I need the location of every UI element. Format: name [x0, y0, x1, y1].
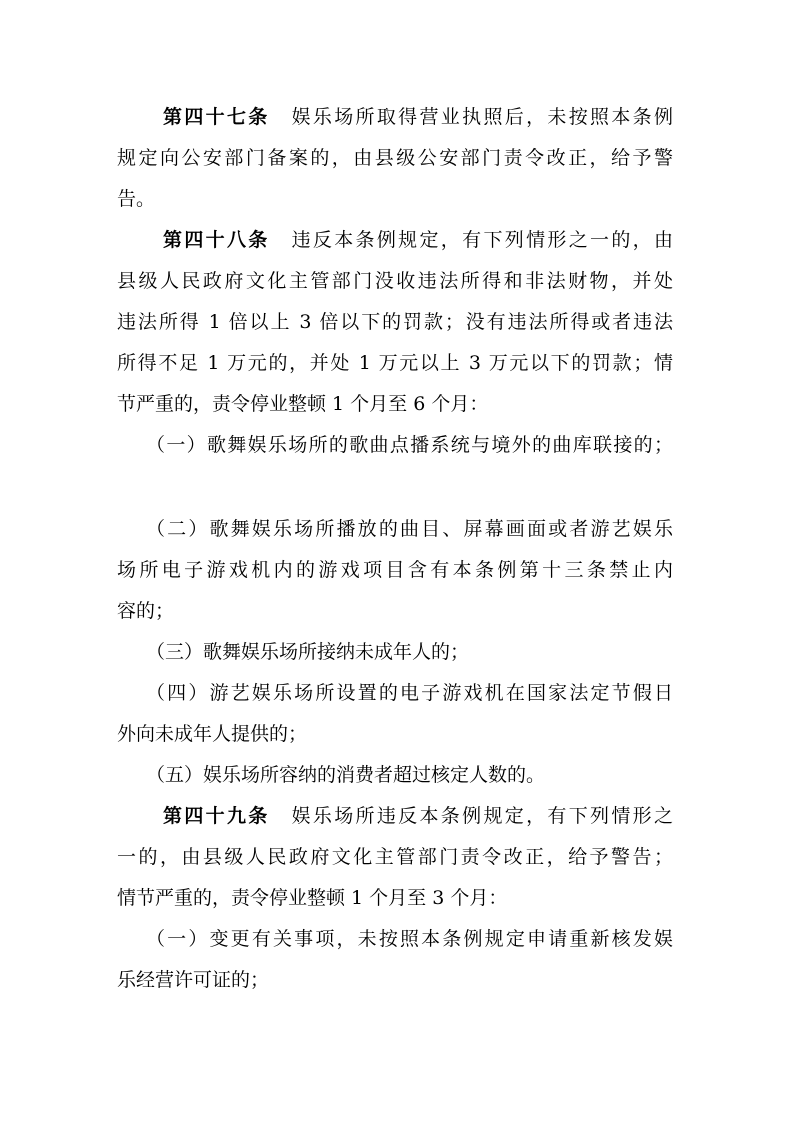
paragraph-line: 违反本条例规定，有下列情形之一的，由 [291, 229, 673, 251]
list-item [0, 637, 793, 667]
paragraph-line-row [0, 348, 793, 378]
paragraph-line: 娱乐场所违反本条例规定，有下列情形之 [291, 805, 673, 827]
list-item [0, 924, 793, 954]
list-item-line: 场所电子游戏机内的游戏项目含有本条例第十三条禁止内 [117, 559, 673, 581]
list-item-line: （五）娱乐场所容纳的消费者超过核定人数的。 [146, 764, 546, 786]
list-item-line: 容的； [117, 600, 175, 622]
list-item-line: （一）变更有关事项，未按照本条例规定申请重新核发娱 [146, 928, 673, 950]
article-label: 第四十八条 [163, 229, 270, 251]
list-item-continuation [0, 965, 793, 995]
article-48 [0, 225, 793, 255]
list-item [0, 430, 793, 460]
paragraph-line: 违法所得 1 倍以上 3 倍以下的罚款；没有违法所得或者违法 [117, 311, 673, 333]
paragraph-line-row [0, 184, 793, 214]
paragraph-line-row [0, 266, 793, 296]
paragraph-line: 县级人民政府文化主管部门没收违法所得和非法财物，并处 [117, 270, 673, 292]
list-item-continuation [0, 719, 793, 749]
paragraph-line: 情节严重的，责令停业整顿 1 个月至 3 个月： [117, 887, 508, 909]
paragraph-line: 所得不足 1 万元的，并处 1 万元以上 3 万元以下的罚款；情 [117, 352, 673, 374]
paragraph-line-row [0, 883, 793, 913]
article-49 [0, 801, 793, 831]
list-item-line: （四）游艺娱乐场所设置的电子游戏机在国家法定节假日 [146, 682, 673, 704]
list-item [0, 514, 793, 544]
paragraph-line-row [0, 143, 793, 173]
paragraph-line: 告。 [117, 188, 156, 210]
article-47 [0, 102, 793, 132]
article-label: 第四十九条 [163, 805, 270, 827]
list-item-line: （二）歌舞娱乐场所播放的曲目、屏幕画面或者游艺娱乐 [146, 518, 673, 540]
list-item-continuation [0, 596, 793, 626]
paragraph-line: 节严重的，责令停业整顿 1 个月至 6 个月： [117, 393, 489, 415]
paragraph-line-row [0, 389, 793, 419]
list-item [0, 678, 793, 708]
list-item-line: 外向未成年人提供的； [117, 723, 308, 745]
article-label: 第四十七条 [163, 106, 270, 128]
paragraph-line: 娱乐场所取得营业执照后，未按照本条例 [291, 106, 673, 128]
paragraph-line: 一的，由县级人民政府文化主管部门责令改正，给予警告； [117, 846, 673, 868]
list-item-line: （三）歌舞娱乐场所接纳未成年人的； [146, 641, 470, 663]
paragraph-line-row [0, 307, 793, 337]
list-item-continuation [0, 555, 793, 585]
list-item-line: 乐经营许可证的； [117, 969, 270, 991]
paragraph-line: 规定向公安部门备案的，由县级公安部门责令改正，给予警 [117, 147, 673, 169]
list-item-line: （一）歌舞娱乐场所的歌曲点播系统与境外的曲库联接的； [146, 434, 673, 456]
list-item [0, 760, 793, 790]
paragraph-line-row [0, 842, 793, 872]
